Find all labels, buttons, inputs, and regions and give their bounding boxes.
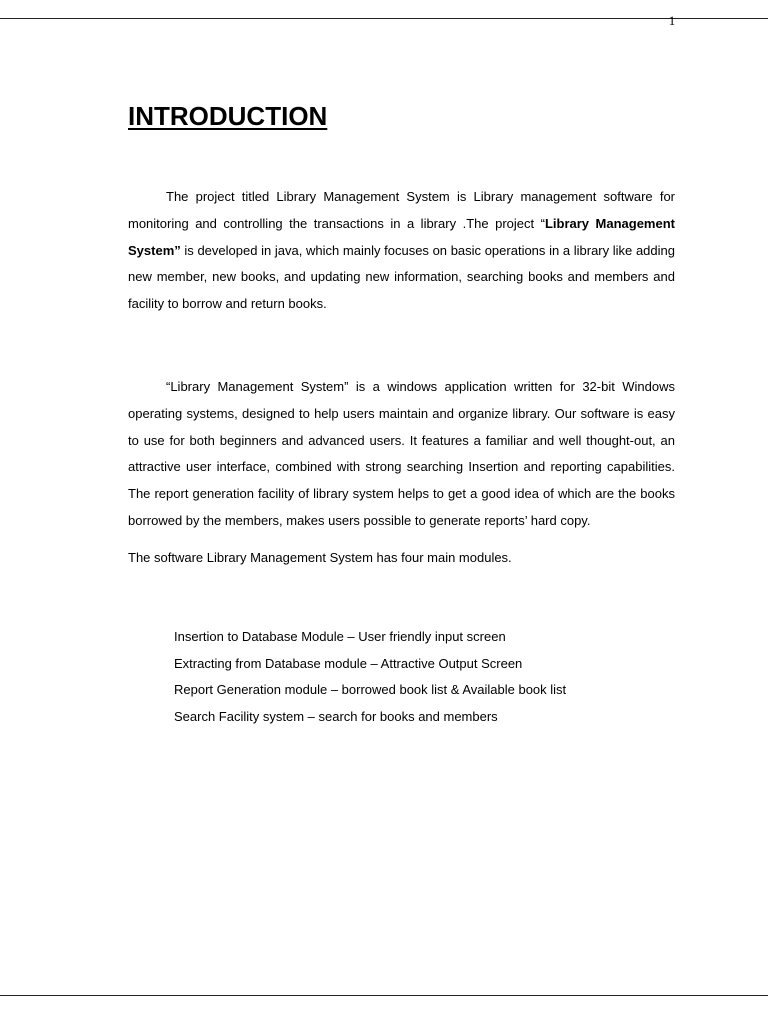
module-item-insertion: Insertion to Database Module – User friendly input screen [174,628,506,644]
module-item-extracting: Extracting from Database module – Attractive Output Screen [174,655,523,671]
description-paragraph: “Library Management System” is a windows application written for 32-bit Windows operating systems, designed to help users maintain and organize library. Our software is easy to use for both beginners and advanced users. It features a familiar and well thought-out, an attractive user interface, combined with strong searching Insertion and reporting capabilities. The report generation facility of library system helps to get a good idea of which are the books borrowed by the members, makes users possible to generate reports’ hard copy. [128,378,675,528]
page-number: 1 [668,13,676,28]
modules-list [128,624,675,731]
module-item-report: Report Generation module – borrowed book list & Available book list [174,682,567,698]
page-title: INTRODUCTION [128,101,328,131]
intro-text-end: is developed in java, which mainly focuses on basic operations in a library like adding new member, new books, and updating new information, searching books and members and facility to borrow and return books. [128,242,675,312]
footer-rule [0,995,768,996]
intro-bold-project-name: Library Management System” [128,215,675,258]
intro-text-start: The project titled Library Management System is Library management software for monitoring and controlling the transactions in a library .The project “ [128,189,675,231]
intro-paragraph [128,184,675,318]
modules-intro: The software Library Management System has four main modules. [128,549,512,565]
header-rule [0,18,768,19]
document-body [128,100,675,731]
module-item-search: Search Facility system – search for books and members [174,709,498,725]
